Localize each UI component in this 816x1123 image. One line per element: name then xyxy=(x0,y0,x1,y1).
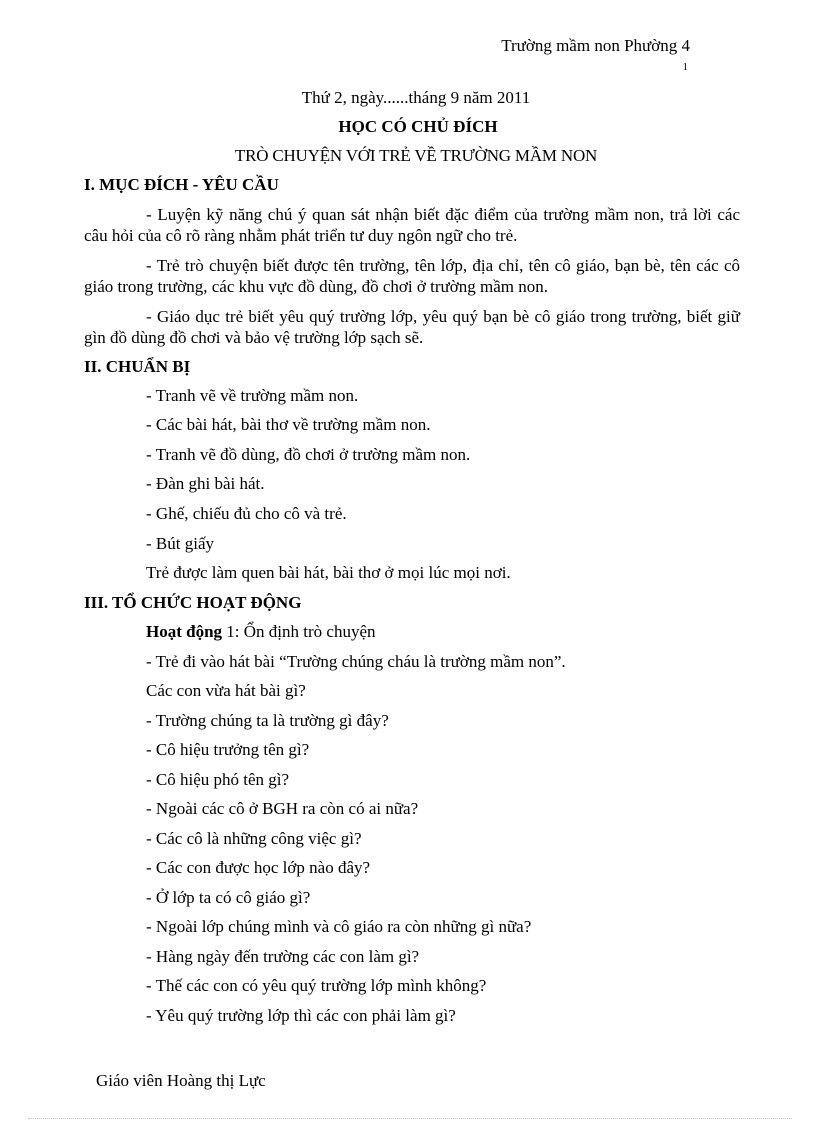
activity-line xyxy=(146,622,376,642)
footer-teacher: Giáo viên Hoàng thị Lực xyxy=(96,1071,266,1090)
list-item: - Trường chúng ta là trường gì đây? xyxy=(146,711,389,730)
list-item: Các con vừa hát bài gì? xyxy=(146,681,306,700)
list-item: - Cô hiệu phó tên gì? xyxy=(146,770,290,789)
date-line: Thứ 2, ngày......tháng 9 năm 2011 xyxy=(301,88,531,107)
list-item: - Ở lớp ta có cô giáo gì? xyxy=(146,888,311,907)
list-item: - Ngoài lớp chúng mình và cô giáo ra còn những gì nữa? xyxy=(146,917,532,936)
page-number: 1 xyxy=(682,61,688,73)
footer-divider xyxy=(28,1118,792,1119)
list-item: - Ngoài các cô ở BGH ra còn có ai nữa? xyxy=(146,799,419,818)
list-item: - Bút giấy xyxy=(146,534,214,553)
list-item: Trẻ được làm quen bài hát, bài thơ ở mọi lúc mọi nơi. xyxy=(146,563,511,582)
purpose-paragraph: - Giáo dục trẻ biết yêu quý trường lớp, yêu quý bạn bè cô giáo trong trường, biết giữ gìn đồ dùng đồ chơi và bảo vệ trường lớp sạch sẽ. xyxy=(84,307,740,347)
main-title: HỌC CÓ CHỦ ĐÍCH xyxy=(338,117,498,136)
sub-title: TRÒ CHUYỆN VỚI TRẺ VỀ TRƯỜNG MẦM NON xyxy=(234,146,598,165)
list-item: - Ghế, chiếu đủ cho cô và trẻ. xyxy=(146,504,347,523)
section-heading-preparation: II. CHUẨN BỊ xyxy=(84,357,191,376)
list-item: - Đàn ghi bài hát. xyxy=(146,474,265,493)
list-item: - Cô hiệu trưởng tên gì? xyxy=(146,740,310,759)
header-school-name: Trường mầm non Phường 4 xyxy=(501,36,690,55)
list-item: - Các cô là những công việc gì? xyxy=(146,829,362,848)
list-item: - Các bài hát, bài thơ về trường mầm non. xyxy=(146,415,431,434)
list-item: - Tranh vẽ về trường mầm non. xyxy=(146,386,359,405)
list-item: - Yêu quý trường lớp thì các con phải làm gì? xyxy=(146,1006,456,1025)
section-heading-activities: III. TỔ CHỨC HOẠT ĐỘNG xyxy=(84,593,302,612)
list-item: - Hàng ngày đến trường các con làm gì? xyxy=(146,947,420,966)
list-item: - Trẻ đi vào hát bài “Trường chúng cháu là trường mầm non”. xyxy=(146,652,566,671)
list-item: - Thế các con có yêu quý trường lớp mình không? xyxy=(146,976,487,995)
activity-label: Hoạt động xyxy=(146,622,223,641)
purpose-paragraph: - Trẻ trò chuyện biết được tên trường, tên lớp, địa chỉ, tên cô giáo, bạn bè, tên các cô giáo trong trường, các khu vực đồ dùng, đồ chơi ở trường mầm non. xyxy=(84,256,740,296)
purpose-paragraph: - Luyện kỹ năng chú ý quan sát nhận biết đặc điểm của trường mầm non, trả lời các câu hỏi của cô rõ ràng nhằm phát triển tư duy ngôn ngữ cho trẻ. xyxy=(84,205,740,245)
list-item: - Các con được học lớp nào đây? xyxy=(146,858,371,877)
section-heading-purpose: I. MỤC ĐÍCH - YÊU CẦU xyxy=(84,175,279,194)
list-item: - Tranh vẽ đồ dùng, đồ chơi ở trường mầm non. xyxy=(146,445,471,464)
activity-title: 1: Ổn định trò chuyện xyxy=(222,622,376,641)
